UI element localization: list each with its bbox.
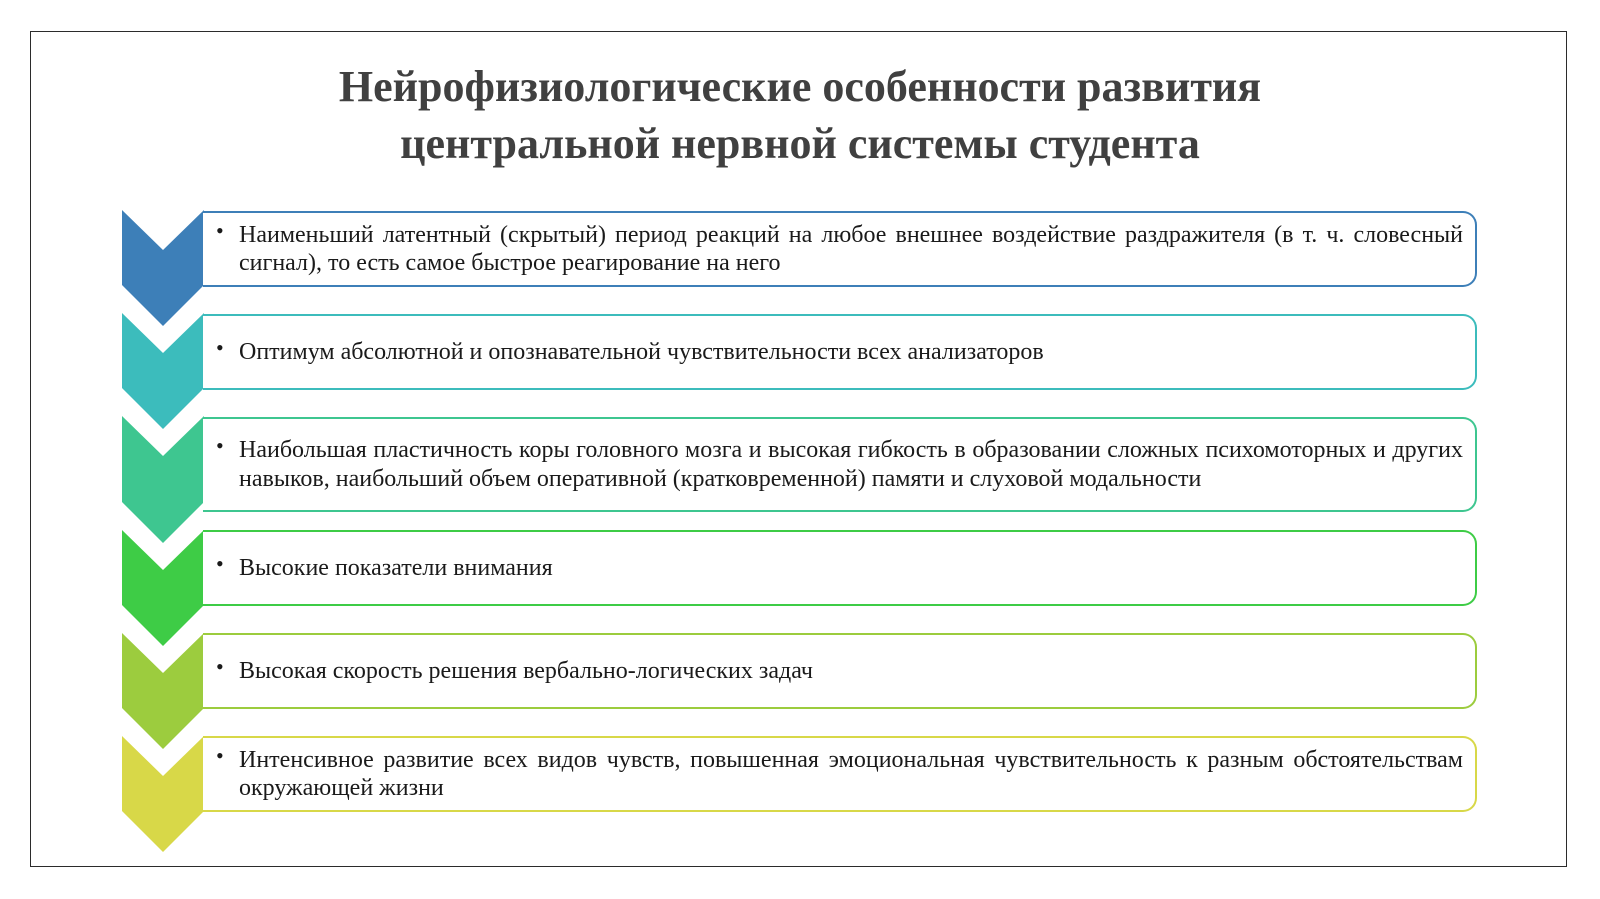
bullet-icon: •	[216, 550, 224, 576]
list-item-2	[203, 314, 1477, 390]
list-item-text: Высокие показатели внимания	[239, 554, 553, 581]
list-item-text: Интенсивное развитие всех видов чувств, повышенная эмоциональная чувствительность к разным обстоятельствам окружающей жизни	[239, 746, 1463, 801]
list-item-6	[203, 736, 1477, 812]
bullet-icon: •	[216, 653, 224, 679]
list-item-text: Высокая скорость решения вербально-логических задач	[239, 657, 813, 684]
bullet-icon: •	[216, 433, 224, 458]
title-line-1: Нейрофизиологические особенности развития	[338, 62, 1262, 111]
list-item-text: Наименьший латентный (скрытый) период реакций на любое внешнее воздействие раздражителя (в т. ч. словесный сигнал), то есть самое быстрое реагирование на него	[239, 221, 1463, 276]
list-item-text: Оптимум абсолютной и опознавательной чувствительности всех анализаторов	[239, 338, 1044, 365]
chevron-3	[122, 416, 204, 543]
list-item-4	[203, 530, 1477, 606]
chevron-1	[122, 210, 204, 326]
list-item-3	[203, 417, 1477, 512]
list-item-text: Наибольшая пластичность коры головного мозга и высокая гибкость в образовании сложных психомоторных и других навыков, наибольший объем оперативной (кратковременной) памяти и слуховой модальности	[239, 437, 1463, 492]
bullet-icon: •	[216, 742, 224, 768]
title-line-2: центральной нервной системы студента	[400, 119, 1200, 168]
list-item-5	[203, 633, 1477, 709]
chevron-2	[122, 313, 204, 429]
list-item-1	[203, 211, 1477, 287]
bullet-icon: •	[216, 217, 224, 243]
bullet-icon: •	[216, 334, 224, 360]
chevron-6	[122, 736, 204, 852]
chevron-4	[122, 530, 204, 646]
chevron-5	[122, 633, 204, 749]
